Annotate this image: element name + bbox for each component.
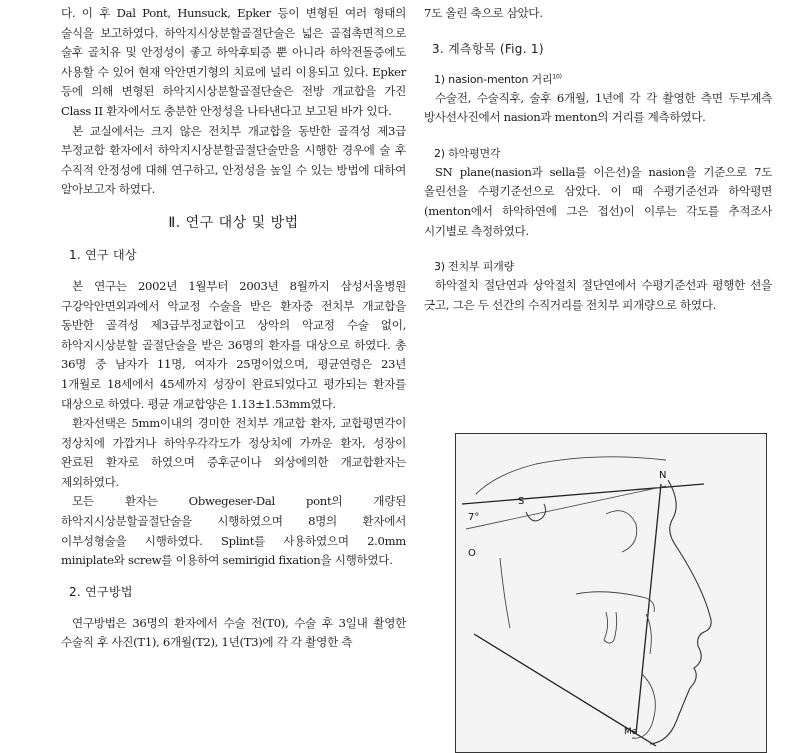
cephalometric-figure — [455, 433, 767, 753]
item-title-overbite: 3) 전치부 피개량 — [434, 260, 515, 274]
item-title-nasion-menton: 1) nasion-menton 거리$^{10)}$ — [434, 72, 562, 86]
item-body-mandibular-plane: SN plane(nasion과 sella를 이은선)을 nasion을 기준으로 7도 올린선을 수평기준선으로 삼았다. 이 때 수평기준선과 하악평면(menton에서 하악하연에 그은 접선)이 이루는 각도를 추적조사 시기별로 측정하였다. — [424, 164, 772, 238]
label-angle: 7° — [468, 512, 480, 523]
item-title-mandibular-plane: 2) 하악평면각 — [434, 146, 501, 160]
paragraph-subjects: 본 연구는 2002년 1월부터 2003년 8월까지 삼성서울병원 구강악안면외과에서 악교정 수술을 받은 환자중 전치부 개교합을 동반한 골격성 제3급부정교합이고 상악의 악교정 수술 없이, 하악지시상분할 골절단술을 받은 36명의 환자를 대상으로 하였다. 총 36명 중 남자가 11명, 여자가 25명이었으며, 평균연령은 23년 1개월로 18세에서 45세까지 성장이 완료되었다고 평가되는 환자를 대상으로 하였다. 평균 개교합양은 1.13±1.53mm였다. — [61, 278, 406, 411]
left-column — [61, 4, 406, 653]
paragraph-selection: 환자선택은 5mm이내의 경미한 전치부 개교합 환자, 교합평면각이 정상치에 가깝거나 하악우각각도가 정상치에 가까운 환자, 성장이 완료된 환자로 하였으며 증후군이나 외상에의한 개교합환자는 제외하였다. — [61, 416, 406, 489]
paragraph-methods: 연구방법은 36명의 환자에서 수술 전(T0), 수술 후 3일내 촬영한 수술직 후 사진(T1), 6개월(T2), 1년(T3)에 각 각 촬영한 측 — [61, 615, 406, 650]
item-nasion-menton — [424, 71, 772, 128]
label-orbitale: O — [468, 548, 476, 559]
label-menton: Me — [624, 727, 638, 737]
subsection-heading-methods: 2. 연구방법 — [69, 584, 133, 599]
item-body-nasion-menton: 수술전, 수술직후, 술후 6개월, 1년에 각 각 촬영한 측면 두부계측 방사선사진에서 nasion과 menton의 거리를 계측하였다. — [424, 90, 772, 125]
paragraph-surgery: 모든 환자는 Obwegeser-Dal pont의 개량된 하악지시상분할골절단술을 시행하였으며 8명의 환자에서 이부성형술을 시행하였다. Splint를 사용하였으며 2.0mm miniplate와 screw를 이용하여 semirigid fixation을 시행하였다. — [61, 494, 406, 568]
subsection-heading-subjects: 1. 연구 대상 — [69, 247, 137, 262]
item-body-overbite: 하악절치 절단연과 상악절치 절단연에서 수평기준선과 평행한 선을 긋고, 그은 두 선간의 수직거리를 전치부 피개량으로 하였다. — [424, 278, 772, 312]
label-sella: S — [518, 496, 525, 507]
paragraph-intro-continued: 다. 이 후 Dal Pont, Hunsuck, Epker 등이 변형된 여러 형태의 술식을 보고하였다. 하악지시상분할골절단술은 넓은 골접촉면적으로 술후 골치유 및 안정성이 좋고 하악후퇴증 뿐 아니라 하악전돌증에도 사용할 수 있어 현재 악안면기형의 치료에 널리 이용되고 있다. Epker 등에 의해 변형된 하악지시상분할골절단술은 전방 개교합을 가진 Class II 환자에서도 충분한 안정성을 나타낸다고 보고된 바가 있다. — [61, 6, 406, 118]
section-heading: Ⅱ. 연구 대상 및 방법 — [168, 214, 299, 231]
label-nasion: N — [659, 470, 667, 481]
subsection-heading-measurements: 3. 계측항목 (Fig. 1) — [432, 41, 544, 56]
cephalometric-tracing — [456, 434, 767, 753]
right-column — [424, 4, 772, 332]
paragraph-axis-continued: 7도 올린 축으로 삼았다. — [424, 6, 543, 20]
item-overbite — [424, 258, 772, 315]
item-mandibular-plane-angle — [424, 145, 772, 241]
paragraph-purpose: 본 교실에서는 크지 않은 전치부 개교합을 동반한 골격성 제3급 부정교합 환자에서 하악지시상분할골절단술만을 시행한 경우에 술 후 수직적 안정성에 대해 연구하고, 안정성을 높일 수 있는 방법에 대하여 알아보고자 하였다. — [61, 123, 406, 197]
